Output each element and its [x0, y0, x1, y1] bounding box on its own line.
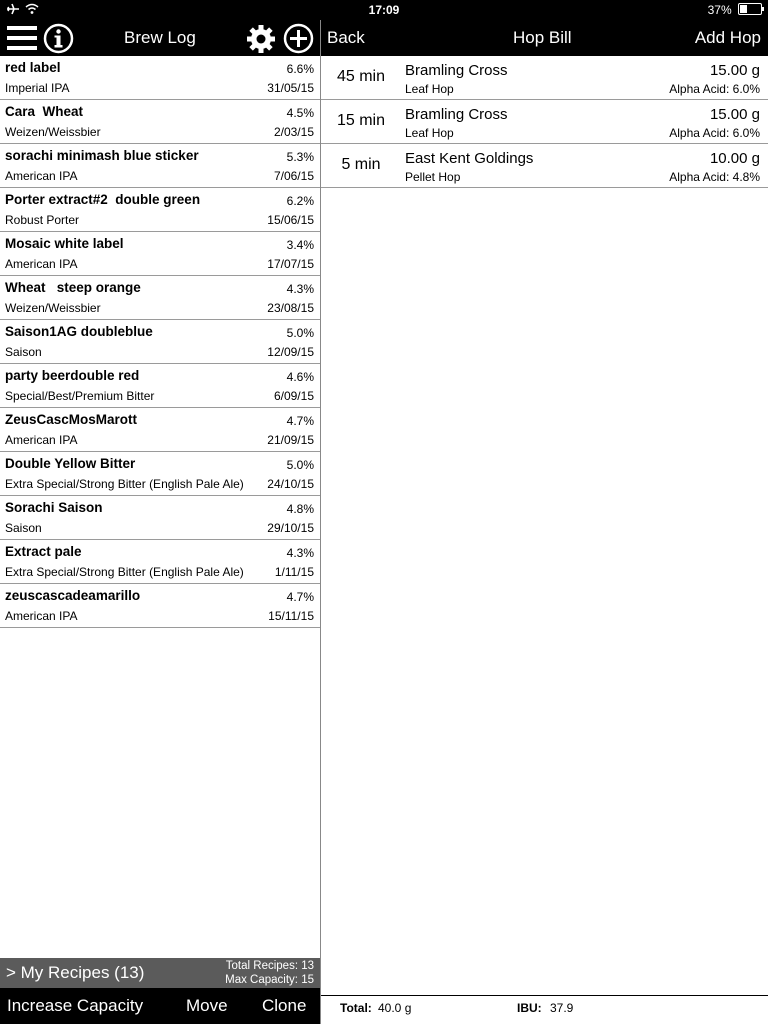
brew-row[interactable] [0, 452, 320, 496]
brew-style: Weizen/Weissbier [5, 301, 101, 315]
brew-abv: 6.6% [286, 62, 314, 76]
brew-abv: 5.3% [286, 150, 314, 164]
brew-name: Mosaic white label [5, 236, 124, 251]
brew-date: 2/03/15 [273, 125, 314, 139]
brew-row[interactable] [0, 320, 320, 364]
brew-name: Cara Wheat [5, 104, 84, 119]
hop-time: 45 min [336, 68, 386, 85]
brew-row[interactable] [0, 276, 320, 320]
brew-date: 7/06/15 [273, 169, 314, 183]
hop-name: Bramling Cross [405, 62, 508, 79]
brew-name: zeuscascadeamarillo [5, 588, 141, 603]
brew-abv: 4.7% [286, 590, 314, 604]
brew-style: Saison [5, 345, 42, 359]
my-recipes-bar[interactable] [0, 958, 320, 988]
total-value: 40.0 g [378, 1001, 412, 1015]
hop-alpha-acid: Alpha Acid: 6.0% [669, 126, 760, 140]
brew-style: Extra Special/Strong Bitter (English Pale Ale) [5, 477, 244, 491]
brew-name: Porter extract#2 double green [5, 192, 201, 207]
battery-fill [740, 5, 747, 13]
brew-list [0, 56, 320, 628]
max-capacity: Max Capacity: 15 [225, 974, 314, 986]
hop-type: Leaf Hop [405, 126, 454, 140]
brew-name: Sorachi Saison [5, 500, 103, 515]
menu-icon[interactable] [7, 25, 37, 51]
brew-name: Saison1AG doubleblue [5, 324, 153, 339]
info-icon[interactable] [43, 23, 74, 54]
brew-name: Double Yellow Bitter [5, 456, 136, 471]
brew-date: 21/09/15 [267, 433, 314, 447]
brew-abv: 4.8% [286, 502, 314, 516]
back-button[interactable]: Back [327, 28, 365, 47]
hop-bill-title: Hop Bill [513, 28, 572, 47]
hop-amount: 15.00 g [709, 106, 760, 123]
brew-style: Robust Porter [5, 213, 80, 227]
hop-row[interactable] [321, 56, 768, 100]
total-recipes: Total Recipes: 13 [225, 960, 314, 972]
brew-date: 29/10/15 [267, 521, 314, 535]
brew-row[interactable] [0, 584, 320, 628]
brew-abv: 6.2% [286, 194, 314, 208]
brew-name: sorachi minimash blue sticker [5, 148, 199, 163]
brew-name: Extract pale [5, 544, 82, 559]
brew-abv: 5.0% [286, 326, 314, 340]
brew-style: American IPA [5, 257, 78, 271]
brew-row[interactable] [0, 364, 320, 408]
brew-date: 12/09/15 [267, 345, 314, 359]
brew-abv: 4.5% [286, 106, 314, 120]
ibu-label: IBU: [517, 1001, 542, 1015]
brew-style: Weizen/Weissbier [5, 125, 101, 139]
hop-amount: 15.00 g [709, 62, 760, 79]
hop-time: 5 min [341, 156, 381, 173]
hop-type: Leaf Hop [405, 82, 454, 96]
brew-style: American IPA [5, 609, 78, 623]
hop-row[interactable] [321, 144, 768, 188]
add-hop-button[interactable]: Add Hop [694, 28, 761, 47]
brew-date: 31/05/15 [267, 81, 314, 95]
status-bar [0, 0, 768, 20]
brew-date: 1/11/15 [274, 565, 314, 579]
hop-amount: 10.00 g [709, 150, 760, 167]
increase-capacity-button[interactable]: Increase Capacity [7, 996, 144, 1015]
ibu-value: 37.9 [550, 1001, 574, 1015]
gear-icon[interactable] [246, 24, 276, 54]
brew-name: red label [5, 60, 61, 75]
brew-style: Special/Best/Premium Bitter [5, 389, 155, 403]
status-time: 17:09 [368, 3, 400, 17]
hop-name: Bramling Cross [405, 106, 508, 123]
brew-abv: 5.0% [286, 458, 314, 472]
brew-style: Saison [5, 521, 42, 535]
brew-abv: 4.3% [286, 546, 314, 560]
totals-divider [321, 995, 768, 996]
left-bottom-toolbar [0, 988, 320, 1024]
battery-tip [762, 7, 764, 11]
brew-log-title: Brew Log [124, 28, 196, 47]
brew-row[interactable] [0, 188, 320, 232]
total-label: Total: [340, 1001, 372, 1015]
status-right [708, 3, 762, 17]
brew-abv: 4.3% [286, 282, 314, 296]
brew-date: 23/08/15 [267, 301, 314, 315]
brew-row[interactable] [0, 540, 320, 584]
battery-icon [738, 3, 762, 15]
hop-row[interactable] [321, 100, 768, 144]
add-circle-icon[interactable] [283, 23, 314, 54]
left-nav-bar [0, 20, 320, 56]
brew-abv: 4.7% [286, 414, 314, 428]
clone-button[interactable]: Clone [262, 996, 307, 1015]
brew-date: 6/09/15 [273, 389, 314, 403]
brew-style: American IPA [5, 169, 78, 183]
battery-percentage: 37% [707, 3, 732, 17]
brew-date: 15/11/15 [268, 609, 314, 623]
brew-date: 15/06/15 [267, 213, 314, 227]
hop-list [321, 56, 768, 188]
my-recipes-label[interactable]: > My Recipes (13) [6, 963, 145, 982]
brew-name: party beerdouble red [5, 368, 140, 383]
right-nav-bar [321, 20, 768, 56]
hop-name: East Kent Goldings [405, 150, 534, 167]
hop-totals [321, 1001, 768, 1023]
hop-time: 15 min [336, 112, 386, 129]
brew-row[interactable] [0, 56, 320, 100]
brew-style: Extra Special/Strong Bitter (English Pale Ale) [5, 565, 244, 579]
brew-style: American IPA [5, 433, 78, 447]
hop-type: Pellet Hop [405, 170, 461, 184]
hop-alpha-acid: Alpha Acid: 4.8% [669, 170, 760, 184]
brew-row[interactable] [0, 408, 320, 452]
brew-abv: 3.4% [286, 238, 314, 252]
brew-name: Wheat steep orange [5, 280, 141, 295]
hop-alpha-acid: Alpha Acid: 6.0% [669, 82, 760, 96]
brew-row[interactable] [0, 232, 320, 276]
brew-row[interactable] [0, 144, 320, 188]
brew-date: 24/10/15 [267, 477, 314, 491]
brew-abv: 4.6% [286, 370, 314, 384]
brew-style: Imperial IPA [5, 81, 70, 95]
brew-name: ZeusCascMosMarott [5, 412, 138, 427]
brew-row[interactable] [0, 496, 320, 540]
brew-row[interactable] [0, 100, 320, 144]
brew-date: 17/07/15 [267, 257, 314, 271]
move-button[interactable]: Move [186, 996, 228, 1015]
